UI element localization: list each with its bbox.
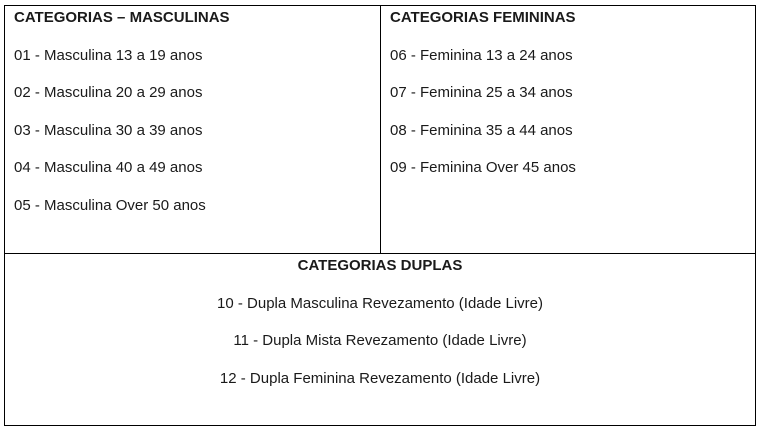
duplas-heading: CATEGORIAS DUPLAS: [297, 257, 463, 274]
category-item: 10 - Dupla Masculina Revezamento (Idade Livre): [217, 294, 543, 312]
categories-table: [4, 5, 756, 426]
masculinas-cell: [5, 6, 381, 253]
masculinas-heading: CATEGORIAS – MASCULINAS: [14, 9, 230, 26]
category-item: 07 - Feminina 25 a 34 anos: [390, 84, 573, 101]
category-item: 03 - Masculina 30 a 39 anos: [14, 121, 203, 139]
duplas-cell: [5, 254, 755, 425]
category-item: 09 - Feminina Over 45 anos: [390, 159, 576, 176]
category-item: 12 - Dupla Feminina Revezamento (Idade Livre): [219, 369, 541, 387]
category-item: 08 - Feminina 35 a 44 anos: [390, 121, 573, 139]
category-item: 02 - Masculina 20 a 29 anos: [14, 84, 203, 101]
category-item: 05 - Masculina Over 50 anos: [14, 196, 206, 214]
category-item: 06 - Feminina 13 a 24 anos: [390, 46, 573, 64]
femininas-heading: CATEGORIAS FEMININAS: [390, 9, 576, 26]
category-item: 11 - Dupla Mista Revezamento (Idade Livre): [233, 332, 527, 349]
femininas-cell: [381, 6, 755, 253]
category-item: 04 - Masculina 40 a 49 anos: [14, 159, 203, 176]
top-row: [5, 6, 755, 254]
category-item: 01 - Masculina 13 a 19 anos: [14, 46, 203, 64]
